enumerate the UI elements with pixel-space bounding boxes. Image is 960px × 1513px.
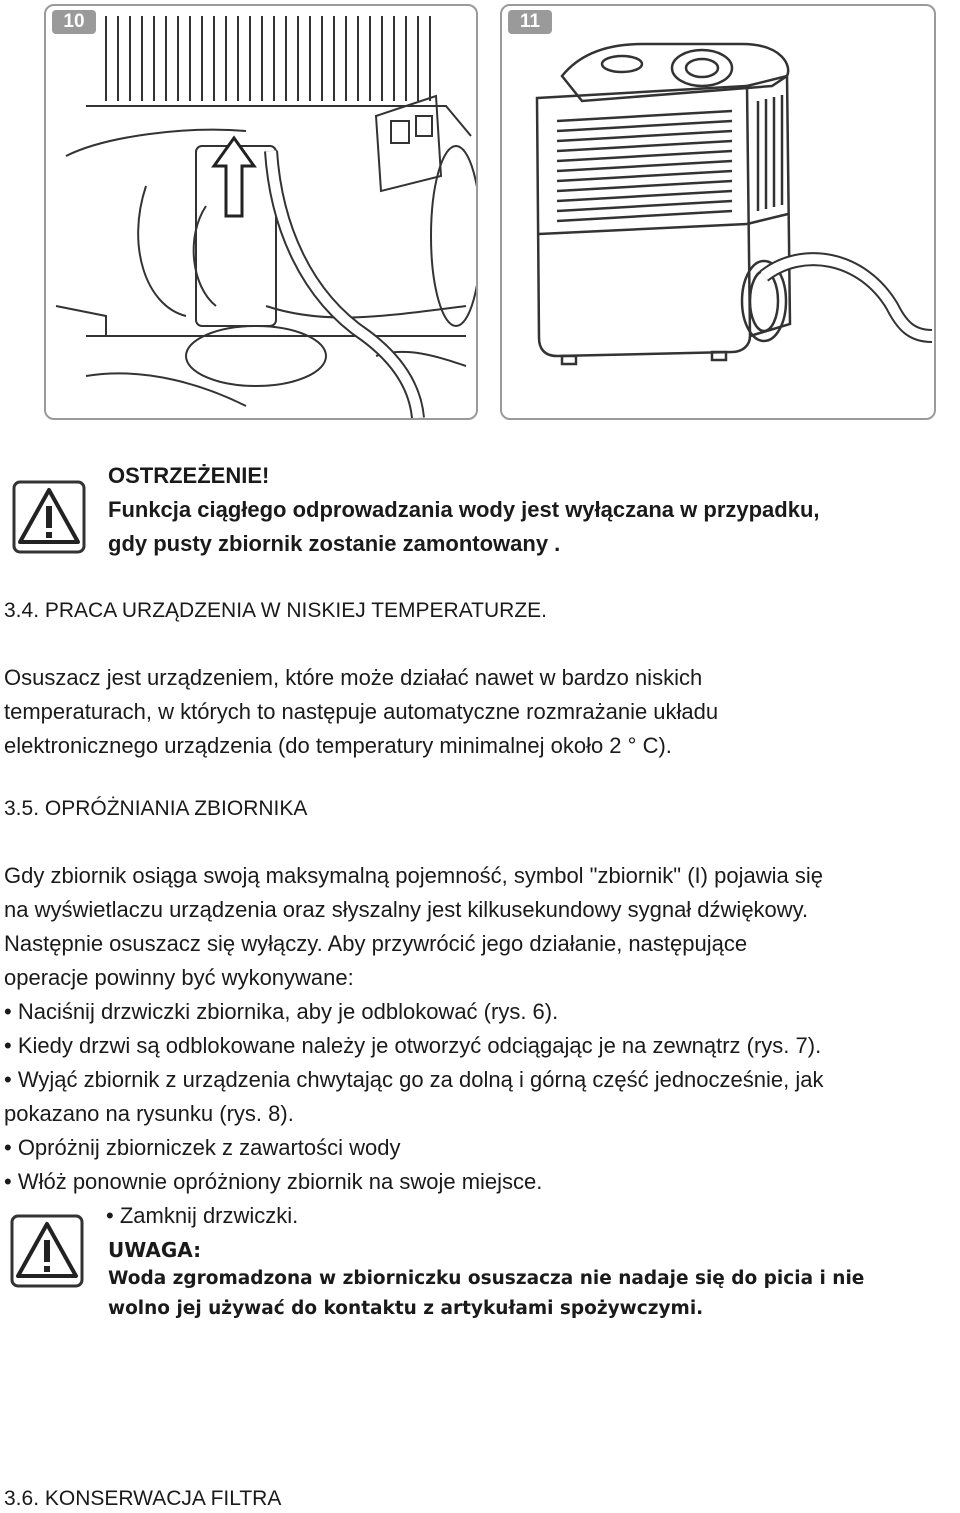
note-text-line: wolno jej używać do kontaktu z artykułami spożywczymi. <box>108 1298 704 1319</box>
list-item: • Naciśnij drzwiczki zbiornika, aby je odblokować (rys. 6). <box>4 999 559 1024</box>
warning-text-line: gdy pusty zbiornik zostanie zamontowany . <box>108 531 561 556</box>
warning-triangle-icon <box>10 1214 84 1288</box>
front-grille <box>557 111 732 221</box>
note-title: UWAGA: <box>108 1238 202 1262</box>
list-item: • Wyjąć zbiornik z urządzenia chwytając go za dolną i górną część jednocześnie, jak <box>4 1067 824 1092</box>
section-heading: 3.6. KONSERWACJA FILTRA <box>4 1487 282 1510</box>
figure-10 <box>44 4 478 420</box>
paragraph-line: elektronicznego urządzenia (do temperatury minimalnej około 2 ° C). <box>4 733 672 758</box>
warning-text-line: Funkcja ciągłego odprowadzania wody jest wyłączana w przypadku, <box>108 497 820 522</box>
paragraph-line: Gdy zbiornik osiąga swoją maksymalną pojemność, symbol "zbiornik" (I) pojawia się <box>4 863 823 888</box>
section-heading: 3.4. PRACA URZĄDZENIA W NISKIEJ TEMPERATURZE. <box>4 599 547 622</box>
dehumidifier-illustration <box>502 6 934 418</box>
figure-number: 11 <box>508 10 552 34</box>
grille-lines <box>106 16 430 101</box>
figure-11 <box>500 4 936 420</box>
list-item: • Włóż ponownie opróżniony zbiornik na swoje miejsce. <box>4 1169 543 1194</box>
paragraph-line: na wyświetlaczu urządzenia oraz słyszalny jest kilkusekundowy sygnał dźwiękowy. <box>4 897 809 922</box>
figure-number: 10 <box>52 10 96 34</box>
warning-title: OSTRZEŻENIE! <box>108 463 270 488</box>
side-grille <box>758 95 782 211</box>
list-item: • Opróżnij zbiorniczek z zawartości wody <box>4 1135 401 1160</box>
paragraph-line: Następnie osuszacz się wyłączy. Aby przywrócić jego działanie, następujące <box>4 931 748 956</box>
drain-hose-illustration <box>46 6 476 418</box>
paragraph-line: operacje powinny być wykonywane: <box>4 965 354 990</box>
list-item: • Zamknij drzwiczki. <box>106 1203 299 1228</box>
list-item: • Kiedy drzwi są odblokowane należy je otworzyć odciągając je na zewnątrz (rys. 7). <box>4 1033 822 1058</box>
section-heading: 3.5. OPRÓŻNIANIA ZBIORNIKA <box>4 797 308 820</box>
paragraph-line: pokazano na rysunku (rys. 8). <box>4 1101 294 1126</box>
warning-triangle-icon <box>12 480 86 554</box>
paragraph-line: temperaturach, w których to następuje automatyczne rozmrażanie układu <box>4 699 719 724</box>
paragraph-line: Osuszacz jest urządzeniem, które może działać nawet w bardzo niskich <box>4 665 703 690</box>
note-text-line: Woda zgromadzona w zbiorniczku osuszacza nie nadaje się do picia i nie <box>108 1268 865 1289</box>
